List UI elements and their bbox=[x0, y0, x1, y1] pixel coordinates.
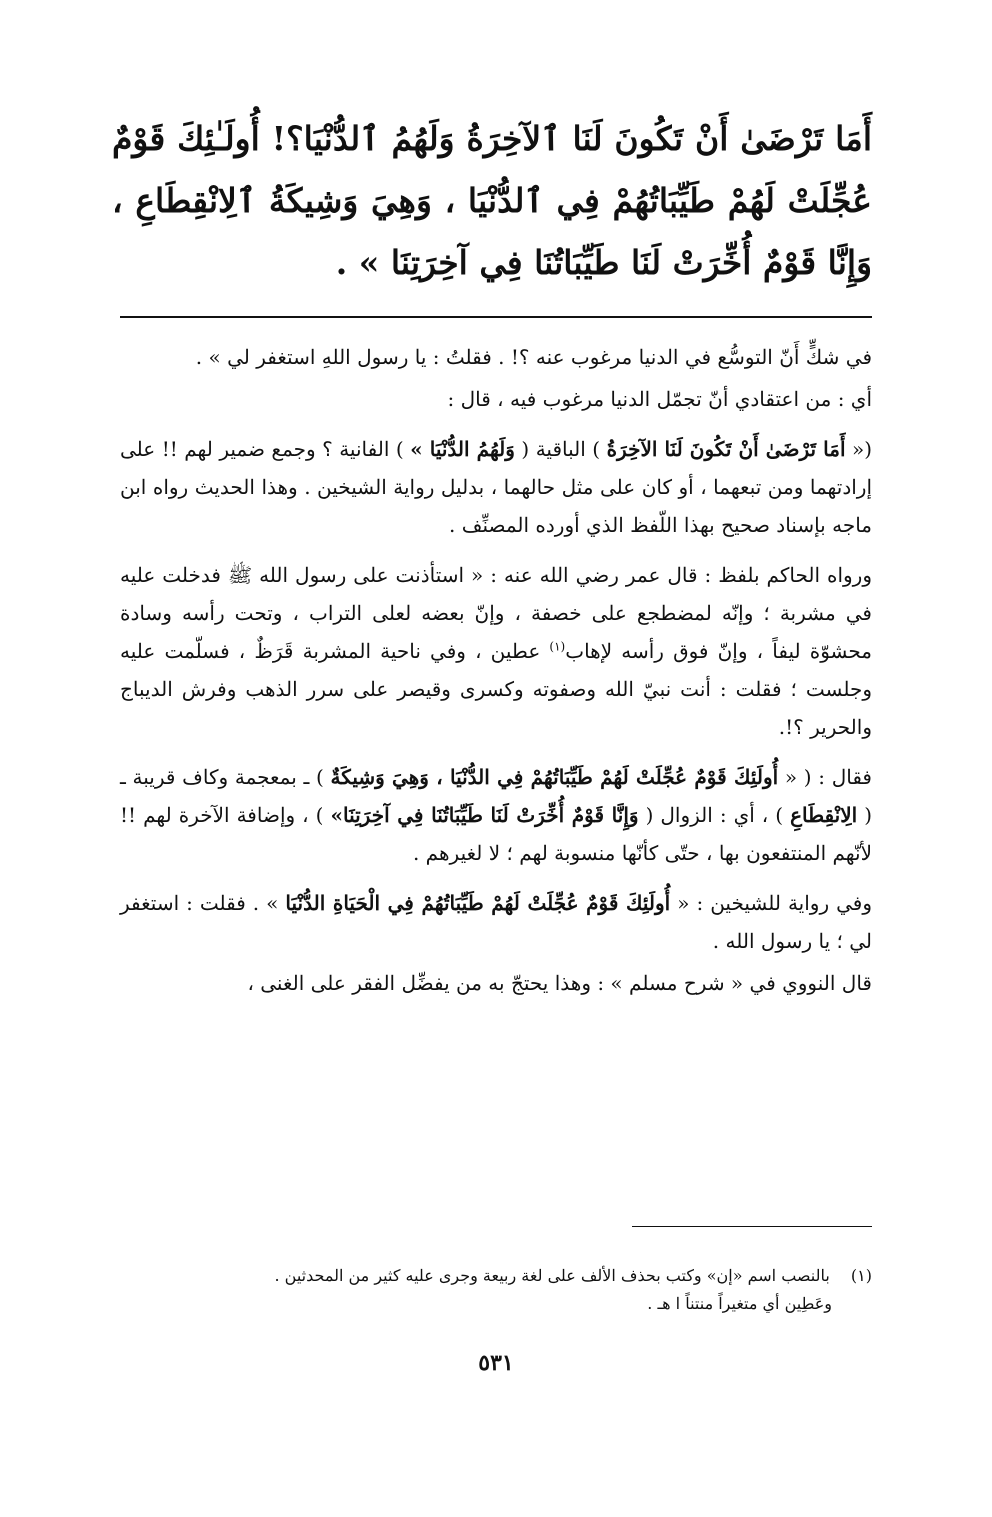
commentary-section bbox=[120, 338, 872, 1014]
hadith-main-text bbox=[112, 108, 872, 294]
commentary-text: وفي رواية للشيخين : « bbox=[677, 891, 872, 915]
page-number: ٥٣١ bbox=[478, 1350, 514, 1376]
commentary-line-1: في شكٍّ أَنّ التوسُّع في الدنيا مرغوب عنه ؟! . فقلتُ : يا رسول اللهِ استغفر لي » . bbox=[195, 345, 872, 369]
quoted-hadith-fragment: أُولَئِكَ قَوْمٌ عُجِّلَتْ لَهُمْ طَيِّبَاتُهُمْ فِي الدُّنْيَا ، وَهِيَ وَشِيكَةٌ bbox=[330, 765, 779, 789]
quoted-hadith-fragment: وَإِنَّا قَوْمٌ أُخِّرَتْ لَنَا طَيِّبَاتُنَا فِي آخِرَتِنَا» bbox=[330, 803, 639, 827]
hadith-paragraph: أَمَا تَرْضَىٰ أَنْ تَكُونَ لَنَا ٱلآخِرَةُ وَلَهُمُ ٱلدُّنْيَا؟! أُولَـٰئِكَ قَوْمٌ عُجِّلَتْ لَهُمْ طَيِّبَاتُهُمْ فِي ٱلدُّنْيَا ، وَهِيَ وَشِيكَةُ ٱلِانْقِطَاعِ ، وَإِنَّا قَوْمٌ أُخِّرَتْ لَنَا طَيِّبَاتُنَا فِي آخِرَتِنَا » . bbox=[112, 119, 872, 282]
quoted-hadith-fragment: أَمَا تَرْضَىٰ أَنْ تَكُونَ لَنَا الآخِرَةُ bbox=[606, 437, 846, 461]
commentary-text: ) الباقية ( bbox=[521, 437, 601, 461]
footnote-line-1: بالنصب اسم «إن» وكتب بحذف الألف على لغة ربيعة وجرى عليه كثير من المحدثين . bbox=[274, 1266, 830, 1285]
commentary-line-2: أي : من اعتقادي أنّ تجمّل الدنيا مرغوب فيه ، قال : bbox=[447, 387, 872, 411]
commentary-text: ) ـ بمعجمة وكاف قريبة ـ ( bbox=[120, 765, 873, 827]
commentary-text: ورواه الحاكم بلفظ : قال عمر رضي الله عنه : « استأذنت على رسول الله ﷺ فدخلت عليه في مشربة ؛ وإنّه لمضطجع على خصفة ، وإنّ بعضه لعلى التراب ، وتحت رأسه وسادة محشوّة ليفاً ، وإنّ فوق رأسه لإهاب bbox=[120, 563, 872, 663]
commentary-text: ) ، وإضافة الآخرة لهم !! لأنّهم المنتفعون بها ، حتّى كأنّها منسوبة لهم ؛ لا لغيرهم . bbox=[120, 803, 872, 865]
footnote-separator bbox=[632, 1226, 872, 1227]
commentary-paragraph-3 bbox=[120, 430, 872, 544]
separator-rule bbox=[120, 316, 872, 318]
commentary-paragraph-4 bbox=[120, 556, 872, 746]
footnote-line-2: وعَطِين أي متغيراً منتناً ا هـ . bbox=[647, 1294, 832, 1313]
quoted-hadith-fragment: وَلَهُمُ الدُّنْيَا » bbox=[410, 437, 515, 461]
commentary-paragraph-6 bbox=[120, 884, 872, 960]
commentary-paragraph-5 bbox=[120, 758, 872, 872]
footnote-reference[interactable]: (١) bbox=[549, 639, 566, 654]
footnote bbox=[120, 1262, 872, 1318]
commentary-text: ) الفانية ؟ وجمع ضمير لهم !! على إرادتهما ومن تبعهما ، أو كان على مثل حالهما ، بدليل رواية الشيخين . وهذا الحديث رواه ابن ماجه بإسناد صحيح بهذا اللّفظ الذي أورده المصنِّف . bbox=[120, 437, 872, 537]
commentary-text: ) ، أي : الزوال ( bbox=[645, 803, 784, 827]
footnote-marker: (١) bbox=[850, 1266, 872, 1285]
quoted-hadith-fragment: الِانْقِطَاعِ bbox=[790, 803, 858, 827]
quote-open: (« bbox=[852, 437, 873, 461]
commentary-paragraph-7: قال النووي في « شرح مسلم » : وهذا يحتجّ به من يفضِّل الفقر على الغنى ، bbox=[247, 971, 872, 995]
commentary-text: عطين ، وفي ناحية المشربة قَرَظٌ ، فسلّمت عليه وجلست ؛ فقلت : أنت نبيّ الله وصفوته وكسرى وقيصر على سرر الذهب وفرش الديباج والحرير ؟!. bbox=[120, 639, 872, 739]
commentary-text: فقال : ( « bbox=[784, 765, 872, 789]
commentary-text: » . فقلت : استغفر لي ؛ يا رسول الله . bbox=[120, 891, 872, 953]
quoted-hadith-fragment: أُولَئِكَ قَوْمٌ عُجِّلَتْ لَهُمْ طَيِّبَاتُهُمْ فِي الْحَيَاةِ الدُّنْيَا bbox=[285, 891, 671, 915]
